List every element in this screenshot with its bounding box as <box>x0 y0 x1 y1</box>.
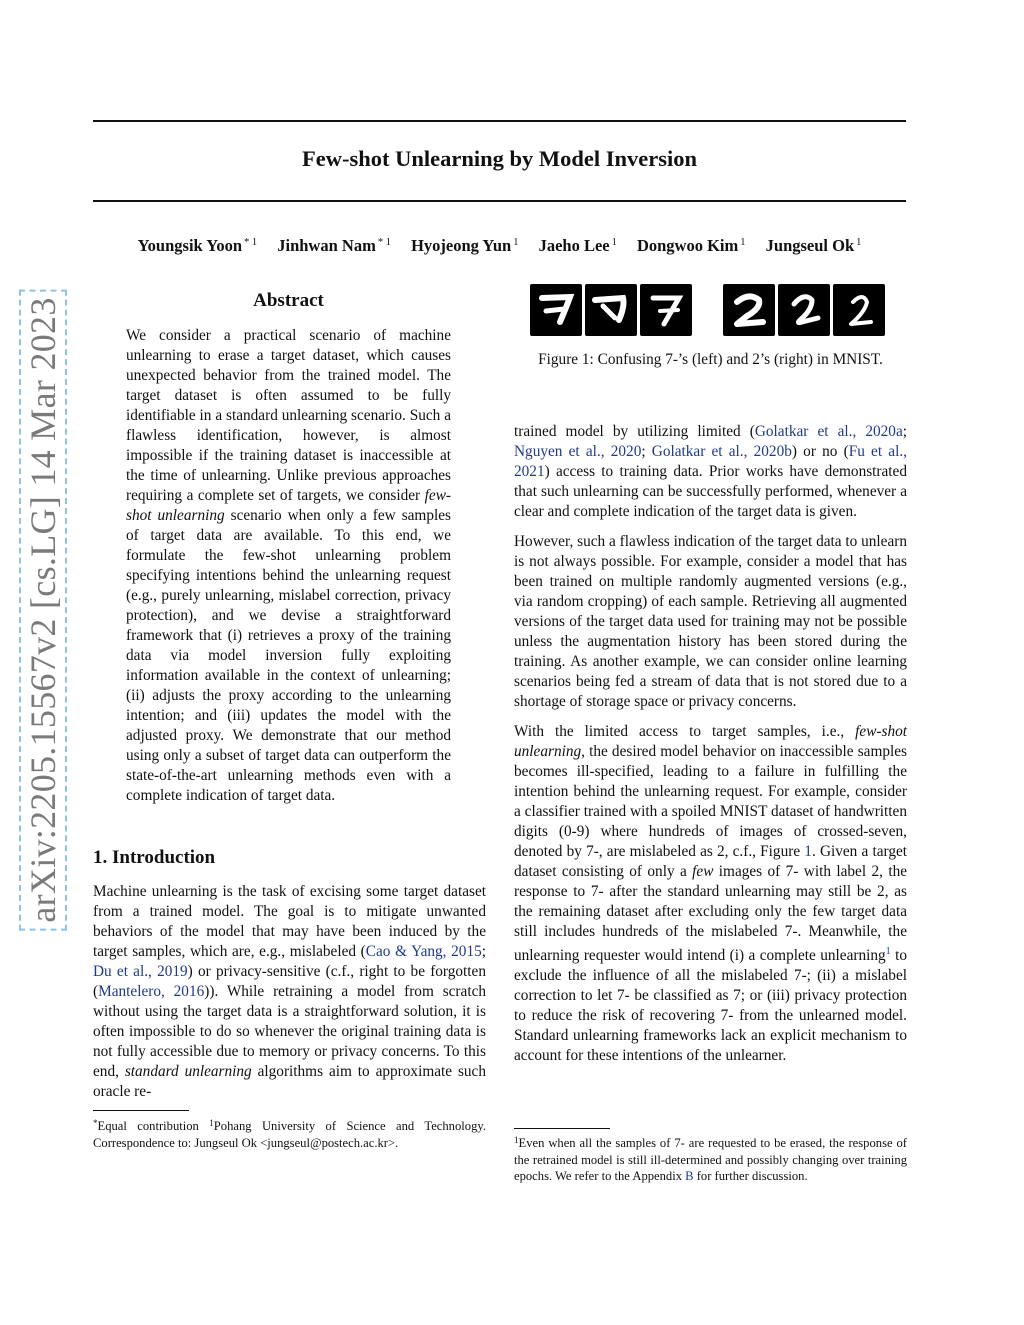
arxiv-identifier-stamp[interactable]: arXiv:2205.15567v2 [cs.LG] 14 Mar 2023 <box>19 289 67 930</box>
author-affiliation: 1 <box>513 237 519 248</box>
footnote-text: for further discussion. <box>693 1169 808 1183</box>
body-text: . Given a target dataset consisting of only a <box>514 843 908 880</box>
body-text: With the limited access to target samples, i.e., <box>514 723 856 740</box>
author-name: Jaeho Lee <box>538 236 610 255</box>
section-heading-introduction: 1. Introduction <box>93 847 216 868</box>
body-text: ) or no ( <box>791 443 849 460</box>
figure-reference-link[interactable]: 1 <box>804 843 812 860</box>
introduction-paragraph <box>93 882 486 1102</box>
body-text: ; <box>641 443 652 460</box>
body-text: , the desired model behavior on inaccessible samples becomes ill-specified, leading to a failure in fulfilling the intention behind the unlearning request. For example, consider a classifier trained with a spoiled MNIST dataset of handwritten digits (0-9) where hundreds of images of crossed-seven, denoted by 7-, are mislabeled as 2, c.f., Figure <box>514 743 907 860</box>
citation-link[interactable]: Golatkar et al., 2020b <box>651 443 792 460</box>
abstract-body <box>126 326 451 816</box>
author-name: Dongwoo Kim <box>636 236 739 255</box>
footnote-affiliations <box>93 1115 486 1151</box>
mnist-digit-image <box>778 284 830 336</box>
mnist-digit-image <box>530 284 582 336</box>
citation-link[interactable]: Du et al., 2019 <box>93 963 188 980</box>
footnote-reference[interactable]: 1 <box>885 946 891 957</box>
footnote-1 <box>514 1132 907 1185</box>
title-bottom-rule <box>93 200 906 202</box>
figure-caption: Figure 1: Confusing 7-’s (left) and 2’s (right) in MNIST. <box>538 351 883 368</box>
mnist-digit-image <box>585 284 637 336</box>
introduction-paragraph: However, such a flawless indication of the target data to unlearn is not always possible. For example, consider a model that has been trained on multiple randomly augmented versions (e.g., via random cropping) of each sample. Retrieving all augmented versions of the target data used for training may not be possible unless the augmentation history has been stored during the training. As another example, we can consider online learning scenarios being fed a stream of data that is not stored due to a shortage of storage space or privacy concerns. <box>514 533 907 710</box>
abstract-paragraph <box>126 326 451 806</box>
author-list <box>93 236 906 256</box>
introduction-right-column <box>514 422 907 1076</box>
footnote-divider <box>514 1128 610 1129</box>
body-text: algorithms aim to approximate such oracle re- <box>93 1063 486 1100</box>
crossed-seven-digit-icon <box>530 284 582 336</box>
appendix-reference-link[interactable]: B <box>685 1169 694 1183</box>
author-name: Youngsik Yoon <box>137 236 242 255</box>
author <box>637 236 746 255</box>
body-text: trained model by utilizing limited ( <box>514 423 755 440</box>
author <box>138 236 258 255</box>
body-text: Machine unlearning is the task of excising some target dataset from a trained model. The goal is to mitigate unwanted behaviors of the model that may have been induced by the target samples, which are, e.g., mislabeled ( <box>93 883 486 960</box>
two-digit-icon <box>778 284 830 336</box>
citation-link[interactable]: Fu et al., 2021 <box>514 443 907 480</box>
emphasis-text: standard unlearning <box>124 1063 252 1080</box>
body-text: ) access to training data. Prior works have demonstrated that such unlearning can be successfully performed, whenever a clear and complete indication of the target data is given. <box>514 463 907 520</box>
body-text: ; <box>481 943 487 960</box>
author-affiliation: * 1 <box>377 237 391 248</box>
introduction-left-column <box>93 882 486 1112</box>
crossed-seven-digit-icon <box>585 284 637 336</box>
abstract-emphasis: few-shot unlearning <box>126 487 451 524</box>
author-name: Hyojeong Yun <box>411 236 512 255</box>
body-text: ) or privacy-sensitive (c.f., right to be forgotten ( <box>93 963 486 1000</box>
mnist-digit-image <box>723 284 775 336</box>
footnote-text: Even when all the samples of 7- are requested to be erased, the response of the retrained model is still ill-determined and possibly changing over training epochs. We refer to the Appendix <box>514 1136 907 1183</box>
body-text: images of 7- with label 2, the response to 7- after the standard unlearning may still be 2, as the remaining dataset after excluding only the few target data still includes hundreds of the mislabeled 7-. Meanwhile, the unlearning requester would intend (i) a complete unlearning <box>514 863 908 965</box>
author-affiliation: 1 <box>856 237 862 248</box>
author <box>277 236 391 255</box>
abstract-heading: Abstract <box>253 290 324 311</box>
figure-1 <box>514 284 907 384</box>
body-text: to exclude the influence of all the mislabeled 7-; (ii) a mislabel correction to let 7- be classified as 7; or (iii) privacy protection to reduce the risk of recovering 7- from the unlearned model. Standard unlearning frameworks lack an explicit mechanism to account for these intentions of the unlearner. <box>514 947 907 1065</box>
body-text: ; <box>902 423 907 440</box>
citation-link[interactable]: Nguyen et al., 2020 <box>514 443 642 460</box>
abstract-text: We consider a practical scenario of machine unlearning to erase a target dataset, which causes unexpected behavior from the trained model. The target dataset is often assumed to be fully identifiable in a standard unlearning scenario. Such a flawless identification, however, is almost impossible if the training dataset is inaccessible at the time of unlearning. Unlike previous approaches requiring a complete set of targets, we consider <box>126 327 451 504</box>
two-digit-icon <box>723 284 775 336</box>
footnote-divider <box>93 1110 189 1111</box>
author <box>766 236 862 255</box>
title-top-rule <box>93 120 906 122</box>
author <box>411 236 518 255</box>
mnist-digit-image <box>640 284 692 336</box>
mnist-digit-image <box>833 284 885 336</box>
author-affiliation: 1 <box>611 237 617 248</box>
footnote-mark: 1 <box>514 1135 519 1145</box>
author-name: Jinhwan Nam <box>277 236 376 255</box>
footnote-text: Pohang University of Science and Technology. Correspondence to: Jungseul Ok <jungseul@postech.ac.kr>. <box>93 1119 486 1150</box>
paper-title: Few-shot Unlearning by Model Inversion <box>301 146 697 171</box>
author <box>539 236 617 255</box>
emphasis-text: few <box>692 863 714 880</box>
author-name: Jungseul Ok <box>765 236 855 255</box>
body-text: )). While retraining a model from scratch without using the target data is a straightforward solution, it is often impossible to do so whenever the original training data is not fully accessible due to memory or privacy concerns. To this end, <box>93 983 487 1080</box>
author-affiliation: * 1 <box>244 237 258 248</box>
abstract-text: scenario when only a few samples of target data are available. To this end, we formulate the few-shot unlearning problem specifying intentions behind the unlearning request (e.g., purely unlearning, mislabel correction, privacy protection), and we devise a straightforward framework that (i) retrieves a proxy of the training data via model inversion fully exploiting information available in the context of unlearning; (ii) adjusts the proxy according to the unlearning intention; and (iii) updates the model with the adjusted proxy. We demonstrate that our method using only a subset of target data can outperform the state-of-the-art unlearning methods even with a complete indication of target data. <box>126 507 451 804</box>
emphasis-text: few-shot unlearning <box>514 723 907 760</box>
two-digit-icon <box>833 284 885 336</box>
author-affiliation: 1 <box>740 237 746 248</box>
citation-link[interactable]: Mantelero, 2016 <box>98 983 205 1000</box>
introduction-paragraph <box>514 422 907 522</box>
footnote-mark: 1 <box>209 1118 214 1128</box>
footnote-mark: * <box>93 1118 98 1128</box>
footnote-text: Equal contribution <box>97 1119 210 1133</box>
crossed-seven-digit-icon <box>640 284 692 336</box>
citation-link[interactable]: Golatkar et al., 2020a <box>754 423 903 440</box>
citation-link[interactable]: Cao & Yang, 2015 <box>365 943 482 960</box>
introduction-paragraph <box>514 722 907 1066</box>
